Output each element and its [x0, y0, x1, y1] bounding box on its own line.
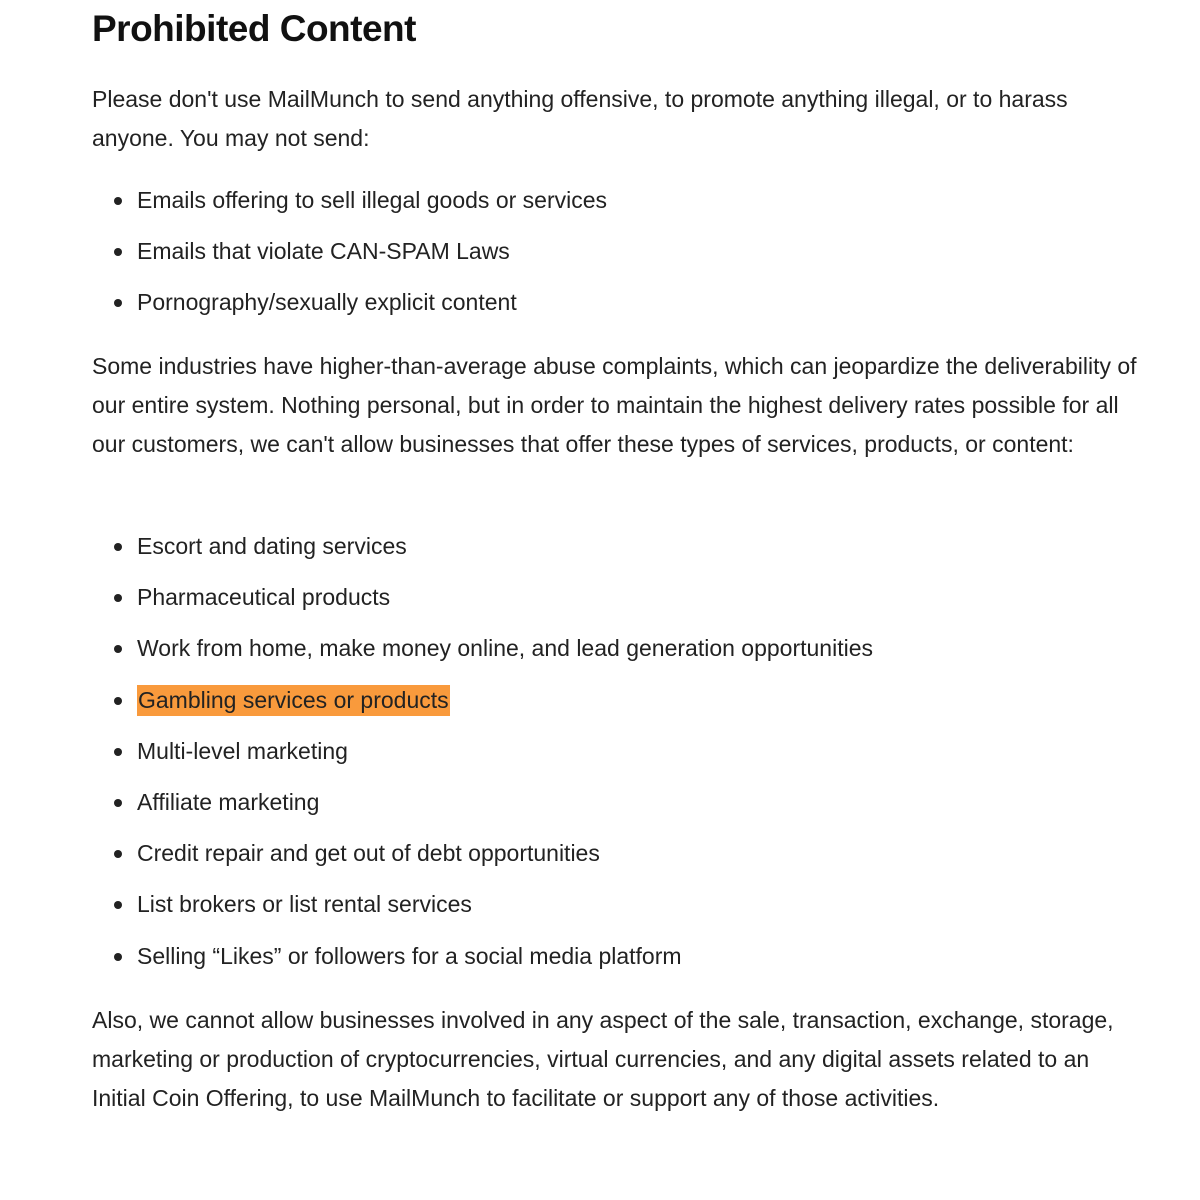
bullet-icon [114, 850, 122, 858]
industries-paragraph: Some industries have higher-than-average abuse complaints, which can jeopardize the deliverability of our entire system. Nothing personal, but in order to maintain the highest delivery rates possible for all our customers, we can't allow businesses that offer these types of services, products, or content: [92, 353, 1137, 457]
bullet-icon [114, 697, 122, 705]
list-item [92, 521, 873, 572]
list-item-text: Credit repair and get out of debt opportunities [137, 840, 600, 867]
list-item-text: Affiliate marketing [137, 788, 320, 815]
bullet-icon [114, 248, 122, 256]
list-item [92, 277, 607, 328]
list-item [92, 828, 873, 879]
highlighted-text: Gambling services or products [137, 685, 450, 716]
list-item-text: Multi-level marketing [137, 737, 348, 764]
bullet-icon [114, 543, 122, 551]
bullet-icon [114, 197, 122, 205]
prohibited-industries-list [92, 521, 873, 982]
crypto-paragraph: Also, we cannot allow businesses involved in any aspect of the sale, transaction, exchange, storage, marketing or production of cryptocurrencies, virtual currencies, and any digital assets related to an Initial Coin Offering, to use MailMunch to facilitate or support any of those activities. [92, 1007, 1114, 1111]
list-item-highlighted [92, 675, 873, 726]
bullet-icon [114, 799, 122, 807]
list-item-text: List brokers or list rental services [137, 891, 472, 918]
list-item [92, 175, 607, 226]
bullet-icon [114, 645, 122, 653]
list-item-text: Emails offering to sell illegal goods or services [137, 187, 608, 213]
prohibited-sends-list [92, 175, 607, 329]
list-item [92, 879, 873, 930]
intro-paragraph: Please don't use MailMunch to send anything offensive, to promote anything illegal, or to harass anyone. You may not send: [92, 86, 1068, 151]
list-item-text: Emails that violate CAN-SPAM Laws [137, 238, 510, 265]
list-item-text: Selling “Likes” or followers for a social media platform [137, 942, 682, 969]
list-item-text: Pharmaceutical products [137, 584, 391, 611]
bullet-icon [114, 953, 122, 961]
list-item [92, 226, 607, 277]
list-item [92, 726, 873, 777]
list-item [92, 572, 873, 623]
list-item-text: Work from home, make money online, and lead generation opportunities [137, 635, 873, 662]
bullet-icon [114, 594, 122, 602]
bullet-icon [114, 901, 122, 909]
bullet-icon [114, 748, 122, 756]
list-item [92, 777, 873, 828]
list-item [92, 931, 873, 982]
list-item-text: Escort and dating services [137, 533, 407, 559]
list-item [92, 623, 873, 674]
bullet-icon [114, 299, 122, 307]
list-item-text: Pornography/sexually explicit content [137, 289, 517, 316]
page-title: Prohibited Content [92, 8, 416, 49]
